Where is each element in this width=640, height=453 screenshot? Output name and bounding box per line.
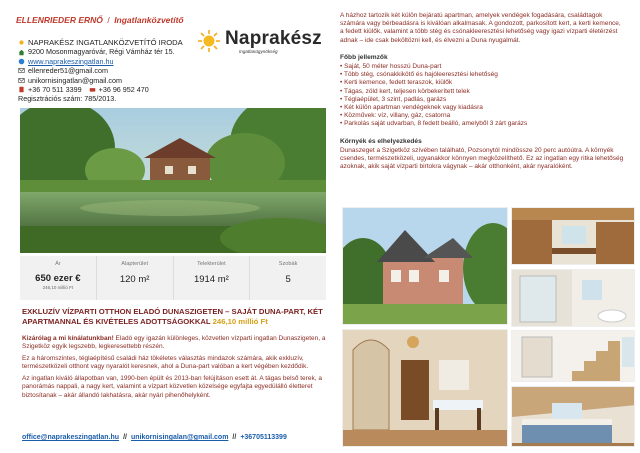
footer-email-unikornis[interactable]: unikornisingalan@gmail.com [130, 434, 229, 441]
email-secondary[interactable]: unikornisingatlan@gmail.com [28, 75, 122, 85]
stat-label: Ár [55, 261, 61, 267]
logo-brand: Naprakész [225, 28, 322, 49]
footer-contacts [22, 434, 342, 441]
intro-paragraph: A házhoz tartozik két külön bejáratú apartman, amelyek vendégek fogadására, családtagok számára vagy bérbeadásra is kiválóan alkalmasak. A gondozott, parkosított kert, a kerti kemence, a fedett kiülők, valamint a több stég és csónakleeresztési lehetőség vagy igazi vízparti életérzést adnak – ide csak beköltözni kell, és élvezni a Duna nyugalmát. [340, 12, 621, 44]
feature-item: • Közművek: víz, villany, gáz, csatorna [340, 112, 626, 120]
registration-number: Regisztrációs szám: 785/2013. [18, 94, 117, 104]
stat-label: Alapterület [121, 261, 148, 267]
house-exterior-photo [342, 207, 508, 325]
stat-value: 650 ezer € [35, 273, 81, 284]
header-separator: / [107, 15, 110, 25]
website-link[interactable]: www.naprakeszingatlan.hu [28, 56, 114, 66]
stat-value: 1914 m² [193, 274, 229, 285]
exclusive-note: Kizárólag a mi kínálatunkban! [22, 335, 114, 342]
bedroom-photo [511, 386, 635, 447]
company-logo [198, 28, 328, 62]
living-room-photo [342, 329, 508, 447]
feature-item: • Két külön apartman vendégeknek vagy kiadásra [340, 104, 626, 112]
stat-rooms [250, 256, 326, 300]
feature-item: • Kerti kemence, fedett teraszok, kiülők [340, 79, 626, 87]
agent-header [16, 10, 316, 26]
email-icon [18, 67, 25, 74]
footer-phone[interactable]: +36705113399 [240, 434, 287, 441]
stat-value: 5 [285, 274, 291, 285]
home-icon [18, 49, 25, 56]
stat-label: Szobák [278, 261, 298, 267]
description-paragraph [22, 335, 328, 351]
stat-sub: 246,10 millió Ft [42, 285, 74, 290]
website-row [18, 57, 218, 66]
registration-row [18, 94, 218, 103]
footer-email-office[interactable]: office@naprakeszingatlan.hu [22, 434, 120, 441]
footer-separator: // [123, 434, 127, 441]
property-stats [20, 256, 326, 300]
phone-icon [18, 86, 25, 93]
feature-item: • Téglaépület, 3 szint, padlás, garázs [340, 96, 626, 104]
right-column [340, 12, 626, 171]
email-icon [18, 77, 25, 84]
agent-role: Ingatlanközvetítő [114, 15, 184, 25]
stat-price [20, 256, 97, 300]
features-heading: Főbb jellemzők [340, 53, 388, 61]
photo-gallery [342, 207, 632, 447]
globe-icon [18, 58, 25, 65]
headline-text: EXKLUZÍV VÍZPARTI OTTHON ELADÓ DUNASZIGETEN – SAJÁT DUNA-PART, KÉT APARTMANNAL ÉS KIVÉTELES ADOTTSÁGOKKAL [22, 307, 323, 327]
feature-item: • Tágas, zöld kert, teljesen körbekerített telek [340, 88, 626, 96]
email-primary[interactable]: ellenreder51@gmail.com [28, 66, 109, 76]
main-property-photo [20, 108, 326, 253]
company-row [18, 38, 218, 47]
stat-plot [174, 256, 251, 300]
phone-landline[interactable]: +36 96 952 470 [98, 85, 149, 95]
address: 9200 Mosonmagyaróvár, Régi Vámház tér 15. [28, 47, 175, 57]
sun-logo-icon [198, 30, 220, 52]
phone-icon [89, 86, 96, 93]
email1-row [18, 66, 218, 75]
bathroom-photo [511, 269, 635, 327]
stat-label: Telekterület [197, 261, 226, 267]
footer-separator: // [232, 434, 237, 441]
stat-value: 120 m² [119, 274, 150, 285]
environment-text: Dunaszeget a Szigetköz szívében található, Pozsonytól mindössze 20 perc autóútra. A környék csendes, természetközeli, ugyanakkor könnyen megközelíthető. Ez az ingatlan egy ritka lehetőség azoknak, akik saját vízparti birtokra vágynak – akár otthonként, akár nyaralóként. [340, 146, 624, 171]
address-row [18, 47, 218, 56]
phones-row [18, 85, 218, 94]
features-list [340, 63, 626, 129]
feature-item: • Parkolás saját udvarban, 8 fedett beálló, amelyből 3 zárt garázs [340, 120, 626, 128]
listing-headline [22, 307, 332, 327]
agent-name: ELLENRIEDER ERNŐ [16, 15, 103, 25]
company-name: NAPRAKÉSZ INGATLANKÖZVETÍTŐ IRODA [28, 38, 183, 47]
description-paragraph: Az ingatlan kiváló állapotban van, 1990-ben épült és 2013-ban felújításon esett át. A tágas belső terek, a panorámás nappali, a nagy kert, valamint a vízpart közvetlen közelsége egyfajta egyedülálló életteret biztosítanak – akár állandó lakhatásra, akár nyári pihenőhelyként. [22, 375, 322, 399]
phone-mobile[interactable]: +36 70 511 3399 [28, 85, 82, 95]
contact-block [18, 38, 218, 104]
description-text: Eladó egy igazán különleges, közvetlen vízparti ingatlan Dunaszigeten, a Szigetköz egyik legszebb, legkeresettebb részén. [22, 335, 326, 351]
feature-item: • Saját, 50 méter hosszú Duna-part [340, 63, 626, 71]
listing-description [22, 335, 328, 404]
sun-icon [18, 39, 25, 46]
stat-area [97, 256, 174, 300]
environment-heading: Környék és elhelyezkedés [340, 137, 422, 145]
email2-row [18, 76, 218, 85]
feature-item: • Több stég, csónakkikötő és hajóleeresztési lehetőség [340, 71, 626, 79]
kitchen-photo [511, 207, 635, 265]
staircase-photo [511, 330, 635, 382]
logo-tagline: Ingatlanügynökség [239, 49, 278, 54]
description-paragraph: Ez a háromszintes, téglaépítésű családi ház tökéletes választás mindazok számára, akik exkluzív, természetközeli otthont vagy nyaralót keresnek, ahol a Duna-part valóban a kert végében kezdődik. [22, 355, 309, 371]
headline-price: 246,10 millió Ft [212, 317, 268, 327]
